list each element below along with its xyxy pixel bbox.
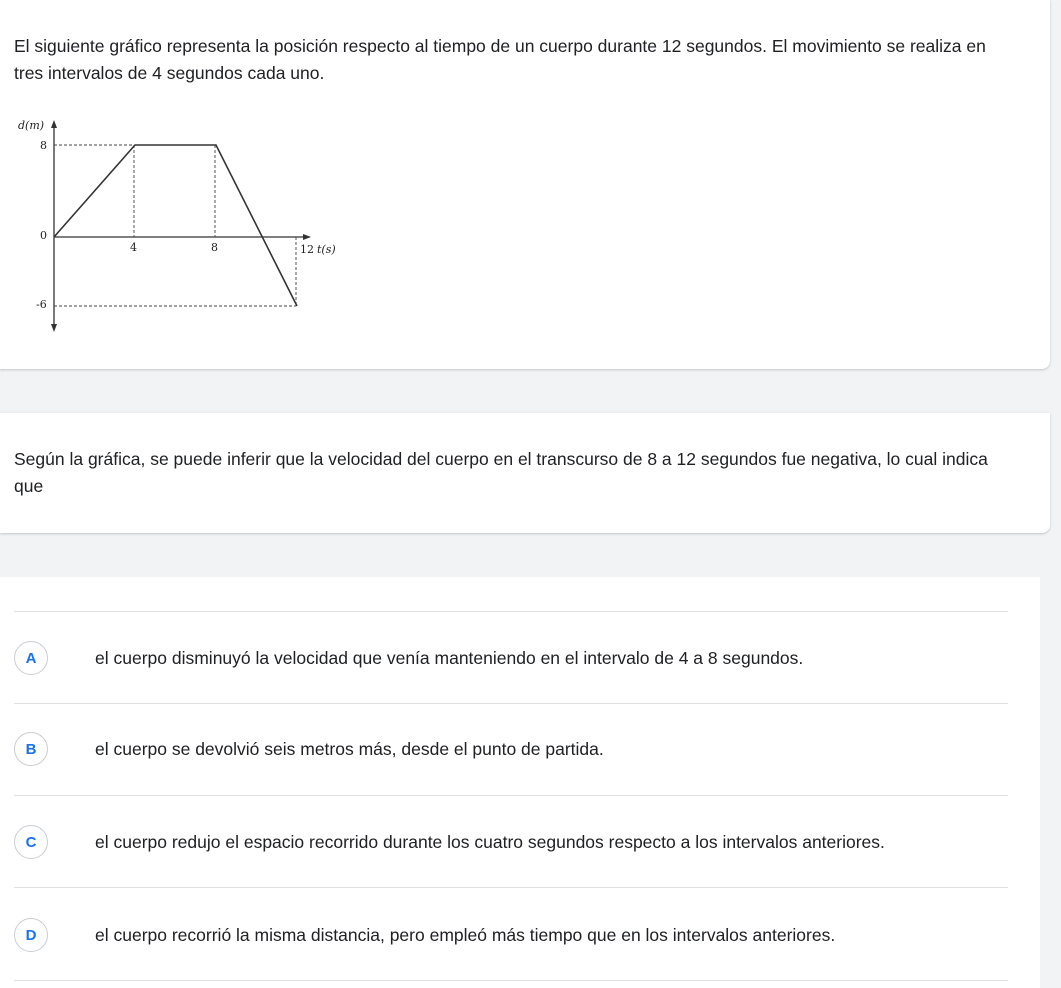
option-letter-badge[interactable]: B — [14, 732, 48, 766]
intro-card — [0, 0, 1050, 369]
options-card — [0, 577, 1040, 988]
x-axis-label: t(s) — [317, 243, 336, 256]
divider — [14, 703, 1008, 704]
option-text[interactable]: el cuerpo redujo el espacio recorrido durante los cuatro segundos respecto a los intervalos anteriores. — [95, 832, 885, 852]
series-line-posicion — [54, 145, 297, 306]
y-tick-m6: -6 — [36, 298, 47, 311]
option-letter-badge[interactable]: D — [14, 918, 48, 952]
option-letter-badge[interactable]: A — [14, 641, 48, 675]
y-axis-arrow-down — [51, 324, 57, 332]
x-tick-4: 4 — [130, 241, 137, 254]
question-text: Según la gráfica, se puede inferir que la velocidad del cuerpo en el transcurso de 8 a 12 segundos fue negativa, lo cual indica que — [14, 449, 988, 496]
position-time-graph — [10, 112, 350, 337]
x-axis-arrow — [303, 234, 311, 240]
question-card — [0, 413, 1050, 533]
option-b[interactable] — [14, 718, 1008, 778]
y-tick-8: 8 — [40, 139, 47, 152]
x-tick-8: 8 — [211, 241, 218, 254]
divider — [14, 887, 1008, 888]
option-d[interactable] — [14, 904, 1008, 964]
divider — [14, 795, 1008, 796]
option-c[interactable] — [14, 811, 1008, 871]
divider — [14, 611, 1008, 612]
y-tick-0: 0 — [40, 229, 47, 242]
option-a[interactable] — [14, 627, 1008, 687]
divider — [14, 980, 1008, 981]
option-text[interactable]: el cuerpo recorrió la misma distancia, pero empleó más tiempo que en los intervalos anteriores. — [95, 925, 836, 945]
intro-text: El siguiente gráfico representa la posición respecto al tiempo de un cuerpo durante 12 segundos. El movimiento se realiza en tres intervalos de 4 segundos cada uno. — [14, 36, 986, 83]
option-text[interactable]: el cuerpo se devolvió seis metros más, desde el punto de partida. — [95, 739, 604, 759]
option-letter-badge[interactable]: C — [14, 825, 48, 859]
y-axis-label: d(m) — [18, 119, 45, 132]
x-tick-12: 12 — [300, 243, 314, 256]
option-text[interactable]: el cuerpo disminuyó la velocidad que venía manteniendo en el intervalo de 4 a 8 segundos. — [95, 648, 804, 668]
y-axis-arrow-up — [51, 120, 57, 128]
